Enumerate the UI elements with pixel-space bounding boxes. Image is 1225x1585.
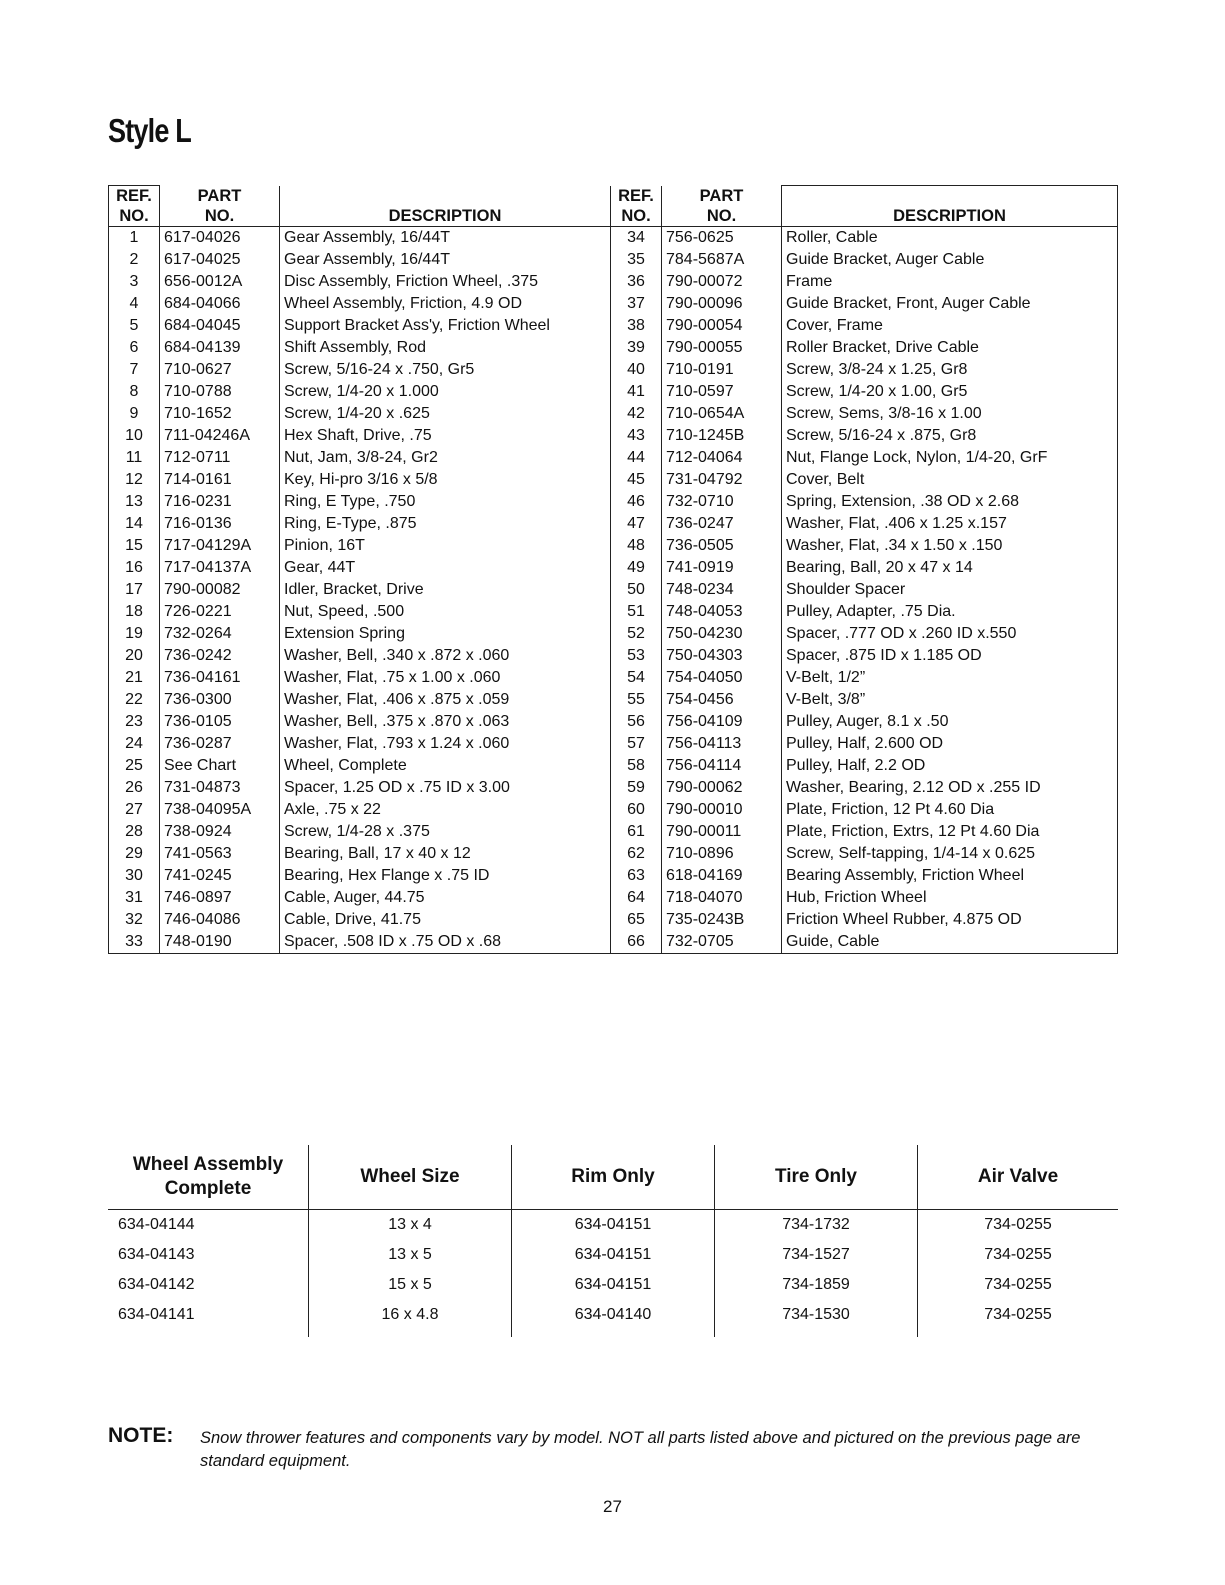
description-cell: Washer, Flat, .75 x 1.00 x .060 bbox=[280, 667, 611, 689]
part-no-cell: 712-0711 bbox=[160, 447, 280, 469]
part-no-cell: 718-04070 bbox=[662, 887, 782, 909]
part-no-cell: 738-04095A bbox=[160, 799, 280, 821]
part-no-cell: 717-04129A bbox=[160, 535, 280, 557]
ref-no-cell: 35 bbox=[611, 249, 662, 271]
description-cell: Roller Bracket, Drive Cable bbox=[782, 337, 1118, 359]
ref-no-cell: 23 bbox=[125, 713, 143, 730]
table-row bbox=[109, 821, 1118, 843]
part-no-cell: 711-04246A bbox=[160, 425, 280, 447]
description-cell: Axle, .75 x 22 bbox=[280, 799, 611, 821]
ref-no-cell: 54 bbox=[611, 667, 662, 689]
description-cell: Frame bbox=[782, 271, 1118, 293]
wheel-assembly-cell: 634-04144 bbox=[118, 1216, 195, 1233]
ref-no-cell: 53 bbox=[611, 645, 662, 667]
ref-no-cell: 45 bbox=[611, 469, 662, 491]
description-cell: Gear, 44T bbox=[280, 557, 611, 579]
description-cell: V-Belt, 3/8” bbox=[782, 689, 1118, 711]
table-row bbox=[109, 623, 1118, 645]
table-row bbox=[109, 931, 1118, 954]
part-no-cell: 736-04161 bbox=[160, 667, 280, 689]
part-no-cell: 750-04230 bbox=[662, 623, 782, 645]
description-cell: Plate, Friction, Extrs, 12 Pt 4.60 Dia bbox=[782, 821, 1118, 843]
ref-no-cell: 28 bbox=[125, 823, 143, 840]
part-no-cell: 748-04053 bbox=[662, 601, 782, 623]
ref-no-cell: 11 bbox=[125, 449, 143, 466]
air-valve-cell: 734-0255 bbox=[918, 1300, 1119, 1337]
table-row bbox=[109, 843, 1118, 865]
table-row bbox=[109, 909, 1118, 931]
ref-no-cell: 32 bbox=[125, 911, 143, 928]
ref-no-cell: 16 bbox=[125, 559, 143, 576]
ref-no-cell: 18 bbox=[125, 603, 143, 620]
ref-no-cell: 62 bbox=[611, 843, 662, 865]
ref-no-cell: 55 bbox=[611, 689, 662, 711]
ref-no-cell: 58 bbox=[611, 755, 662, 777]
wheel-chart-body bbox=[108, 1210, 1118, 1338]
wheel-assembly-cell: 634-04143 bbox=[118, 1246, 195, 1263]
description-cell: Screw, Sems, 3/8-16 x 1.00 bbox=[782, 403, 1118, 425]
description-cell: Washer, Flat, .406 x 1.25 x.157 bbox=[782, 513, 1118, 535]
table-row bbox=[109, 425, 1118, 447]
ref-no-cell: 36 bbox=[611, 271, 662, 293]
part-no-cell: 656-0012A bbox=[160, 271, 280, 293]
parts-table bbox=[108, 185, 1118, 954]
ref-no-cell: 1 bbox=[129, 229, 139, 246]
ref-no-cell: 50 bbox=[611, 579, 662, 601]
description-cell: Key, Hi-pro 3/16 x 5/8 bbox=[280, 469, 611, 491]
wheel-assembly-cell: 634-04141 bbox=[118, 1306, 195, 1323]
table-row bbox=[109, 557, 1118, 579]
description-cell: V-Belt, 1/2” bbox=[782, 667, 1118, 689]
ref-no-cell: 2 bbox=[129, 251, 139, 268]
description-cell: Washer, Flat, .406 x .875 x .059 bbox=[280, 689, 611, 711]
air-valve-cell: 734-0255 bbox=[918, 1270, 1119, 1300]
ref-no-cell: 42 bbox=[611, 403, 662, 425]
description-cell: Screw, 1/4-20 x 1.00, Gr5 bbox=[782, 381, 1118, 403]
description-cell: Bearing, Ball, 17 x 40 x 12 bbox=[280, 843, 611, 865]
part-no-cell: 784-5687A bbox=[662, 249, 782, 271]
table-row bbox=[109, 293, 1118, 315]
ref-no-header: REF. NO. bbox=[611, 186, 662, 227]
ref-no-cell: 61 bbox=[611, 821, 662, 843]
description-cell: Washer, Bearing, 2.12 OD x .255 ID bbox=[782, 777, 1118, 799]
description-cell: Washer, Flat, .793 x 1.24 x .060 bbox=[280, 733, 611, 755]
table-row bbox=[109, 359, 1118, 381]
rim-only-cell: 634-04140 bbox=[512, 1300, 715, 1337]
description-cell: Ring, E Type, .750 bbox=[280, 491, 611, 513]
part-no-cell: 716-0136 bbox=[160, 513, 280, 535]
part-no-cell: 617-04025 bbox=[160, 249, 280, 271]
ref-no-cell: 49 bbox=[611, 557, 662, 579]
part-no-cell: 754-0456 bbox=[662, 689, 782, 711]
table-row bbox=[109, 667, 1118, 689]
ref-no-cell: 22 bbox=[125, 691, 143, 708]
part-no-cell: See Chart bbox=[160, 755, 280, 777]
table-row bbox=[108, 1270, 1118, 1300]
part-no-cell: 684-04139 bbox=[160, 337, 280, 359]
air-valve-header: Air Valve bbox=[918, 1145, 1119, 1210]
description-cell: Bearing, Ball, 20 x 47 x 14 bbox=[782, 557, 1118, 579]
table-row bbox=[109, 535, 1118, 557]
description-cell: Idler, Bracket, Drive bbox=[280, 579, 611, 601]
description-cell: Guide Bracket, Auger Cable bbox=[782, 249, 1118, 271]
table-row bbox=[109, 337, 1118, 359]
ref-no-cell: 5 bbox=[129, 317, 139, 334]
table-row bbox=[109, 403, 1118, 425]
ref-no-cell: 10 bbox=[125, 427, 143, 444]
tire-only-header: Tire Only bbox=[715, 1145, 918, 1210]
part-no-header: PART NO. bbox=[160, 186, 280, 227]
ref-no-cell: 56 bbox=[611, 711, 662, 733]
ref-no-cell: 17 bbox=[125, 581, 143, 598]
wheel-chart-table bbox=[108, 1145, 1118, 1337]
part-no-cell: 710-0597 bbox=[662, 381, 782, 403]
part-no-header: PART NO. bbox=[662, 186, 782, 227]
part-no-cell: 738-0924 bbox=[160, 821, 280, 843]
part-no-cell: 790-00055 bbox=[662, 337, 782, 359]
ref-no-cell: 9 bbox=[129, 405, 139, 422]
description-cell: Extension Spring bbox=[280, 623, 611, 645]
description-cell: Gear Assembly, 16/44T bbox=[280, 227, 611, 250]
description-cell: Screw, 1/4-20 x .625 bbox=[280, 403, 611, 425]
wheel-size-header: Wheel Size bbox=[309, 1145, 512, 1210]
description-cell: Wheel Assembly, Friction, 4.9 OD bbox=[280, 293, 611, 315]
part-no-cell: 731-04792 bbox=[662, 469, 782, 491]
description-header: DESCRIPTION bbox=[280, 186, 611, 227]
ref-no-cell: 38 bbox=[611, 315, 662, 337]
note-text: Snow thrower features and components vary by model. NOT all parts listed above and pictured on the previous page are standard equipment. bbox=[200, 1429, 1081, 1470]
ref-no-cell: 30 bbox=[125, 867, 143, 884]
ref-no-cell: 34 bbox=[611, 227, 662, 250]
wheel-size-cell: 15 x 5 bbox=[309, 1270, 512, 1300]
table-row bbox=[109, 579, 1118, 601]
part-no-cell: 754-04050 bbox=[662, 667, 782, 689]
table-row bbox=[109, 601, 1118, 623]
table-row bbox=[109, 799, 1118, 821]
part-no-cell: 748-0234 bbox=[662, 579, 782, 601]
part-no-cell: 710-0654A bbox=[662, 403, 782, 425]
description-cell: Shoulder Spacer bbox=[782, 579, 1118, 601]
part-no-cell: 756-04113 bbox=[662, 733, 782, 755]
description-cell: Pulley, Adapter, .75 Dia. bbox=[782, 601, 1118, 623]
ref-no-cell: 41 bbox=[611, 381, 662, 403]
parts-table-header bbox=[109, 186, 1118, 227]
description-cell: Guide, Cable bbox=[782, 931, 1118, 954]
ref-no-cell: 21 bbox=[125, 669, 143, 686]
description-cell: Hex Shaft, Drive, .75 bbox=[280, 425, 611, 447]
part-no-cell: 790-00054 bbox=[662, 315, 782, 337]
part-no-cell: 716-0231 bbox=[160, 491, 280, 513]
description-cell: Washer, Bell, .375 x .870 x .063 bbox=[280, 711, 611, 733]
description-cell: Nut, Jam, 3/8-24, Gr2 bbox=[280, 447, 611, 469]
description-cell: Cable, Drive, 41.75 bbox=[280, 909, 611, 931]
ref-no-cell: 3 bbox=[129, 273, 139, 290]
tire-only-cell: 734-1732 bbox=[715, 1210, 918, 1241]
ref-no-cell: 27 bbox=[125, 801, 143, 818]
part-no-cell: 790-00072 bbox=[662, 271, 782, 293]
ref-no-cell: 63 bbox=[611, 865, 662, 887]
part-no-cell: 732-0710 bbox=[662, 491, 782, 513]
part-no-cell: 684-04066 bbox=[160, 293, 280, 315]
ref-no-cell: 60 bbox=[611, 799, 662, 821]
part-no-cell: 736-0287 bbox=[160, 733, 280, 755]
ref-no-cell: 64 bbox=[611, 887, 662, 909]
description-cell: Washer, Flat, .34 x 1.50 x .150 bbox=[782, 535, 1118, 557]
part-no-cell: 714-0161 bbox=[160, 469, 280, 491]
description-cell: Screw, 1/4-28 x .375 bbox=[280, 821, 611, 843]
description-cell: Plate, Friction, 12 Pt 4.60 Dia bbox=[782, 799, 1118, 821]
ref-no-cell: 25 bbox=[125, 757, 143, 774]
description-cell: Disc Assembly, Friction Wheel, .375 bbox=[280, 271, 611, 293]
ref-no-cell: 52 bbox=[611, 623, 662, 645]
description-cell: Screw, 5/16-24 x .875, Gr8 bbox=[782, 425, 1118, 447]
ref-no-cell: 8 bbox=[129, 383, 139, 400]
ref-no-cell: 26 bbox=[125, 779, 143, 796]
description-cell: Washer, Bell, .340 x .872 x .060 bbox=[280, 645, 611, 667]
description-cell: Ring, E-Type, .875 bbox=[280, 513, 611, 535]
ref-no-cell: 51 bbox=[611, 601, 662, 623]
description-header: DESCRIPTION bbox=[782, 186, 1118, 227]
description-cell: Spring, Extension, .38 OD x 2.68 bbox=[782, 491, 1118, 513]
part-no-cell: 710-1245B bbox=[662, 425, 782, 447]
ref-no-cell: 65 bbox=[611, 909, 662, 931]
part-no-cell: 712-04064 bbox=[662, 447, 782, 469]
table-row bbox=[109, 381, 1118, 403]
rim-only-header: Rim Only bbox=[512, 1145, 715, 1210]
rim-only-cell: 634-04151 bbox=[512, 1210, 715, 1241]
table-row bbox=[109, 491, 1118, 513]
parts-table-body bbox=[109, 227, 1118, 954]
part-no-cell: 746-04086 bbox=[160, 909, 280, 931]
ref-no-cell: 13 bbox=[125, 493, 143, 510]
ref-no-cell: 12 bbox=[125, 471, 143, 488]
table-row bbox=[108, 1300, 1118, 1337]
note-label: NOTE: bbox=[108, 1424, 174, 1447]
description-cell: Pulley, Auger, 8.1 x .50 bbox=[782, 711, 1118, 733]
description-cell: Cover, Frame bbox=[782, 315, 1118, 337]
part-no-cell: 756-0625 bbox=[662, 227, 782, 250]
ref-no-cell: 33 bbox=[125, 933, 143, 950]
ref-no-cell: 57 bbox=[611, 733, 662, 755]
ref-no-cell: 40 bbox=[611, 359, 662, 381]
part-no-cell: 710-0896 bbox=[662, 843, 782, 865]
description-cell: Cover, Belt bbox=[782, 469, 1118, 491]
rim-only-cell: 634-04151 bbox=[512, 1270, 715, 1300]
description-cell: Screw, 5/16-24 x .750, Gr5 bbox=[280, 359, 611, 381]
ref-no-cell: 7 bbox=[129, 361, 139, 378]
part-no-cell: 748-0190 bbox=[160, 931, 280, 954]
part-no-cell: 756-04114 bbox=[662, 755, 782, 777]
part-no-cell: 736-0105 bbox=[160, 711, 280, 733]
wheel-assembly-cell: 634-04142 bbox=[118, 1276, 195, 1293]
part-no-cell: 717-04137A bbox=[160, 557, 280, 579]
table-row bbox=[109, 645, 1118, 667]
ref-no-cell: 24 bbox=[125, 735, 143, 752]
part-no-cell: 736-0247 bbox=[662, 513, 782, 535]
description-cell: Nut, Flange Lock, Nylon, 1/4-20, GrF bbox=[782, 447, 1118, 469]
ref-no-cell: 6 bbox=[129, 339, 139, 356]
part-no-cell: 726-0221 bbox=[160, 601, 280, 623]
description-cell: Bearing, Hex Flange x .75 ID bbox=[280, 865, 611, 887]
part-no-cell: 710-0788 bbox=[160, 381, 280, 403]
part-no-cell: 790-00082 bbox=[160, 579, 280, 601]
table-row bbox=[109, 315, 1118, 337]
wheel-chart-header bbox=[108, 1145, 1118, 1210]
ref-no-cell: 44 bbox=[611, 447, 662, 469]
table-row bbox=[109, 249, 1118, 271]
wheel-assembly-header: Wheel Assembly Complete bbox=[108, 1145, 309, 1210]
table-row bbox=[109, 865, 1118, 887]
part-no-cell: 735-0243B bbox=[662, 909, 782, 931]
part-no-cell: 790-00010 bbox=[662, 799, 782, 821]
part-no-cell: 710-1652 bbox=[160, 403, 280, 425]
part-no-cell: 732-0705 bbox=[662, 931, 782, 954]
description-cell: Bearing Assembly, Friction Wheel bbox=[782, 865, 1118, 887]
description-cell: Guide Bracket, Front, Auger Cable bbox=[782, 293, 1118, 315]
air-valve-cell: 734-0255 bbox=[918, 1210, 1119, 1241]
part-no-cell: 710-0627 bbox=[160, 359, 280, 381]
part-no-cell: 756-04109 bbox=[662, 711, 782, 733]
table-row bbox=[109, 513, 1118, 535]
page-number: 27 bbox=[603, 1497, 622, 1516]
part-no-cell: 790-00062 bbox=[662, 777, 782, 799]
description-cell: Roller, Cable bbox=[782, 227, 1118, 250]
part-no-cell: 732-0264 bbox=[160, 623, 280, 645]
ref-no-cell: 43 bbox=[611, 425, 662, 447]
description-cell: Nut, Speed, .500 bbox=[280, 601, 611, 623]
ref-no-cell: 37 bbox=[611, 293, 662, 315]
table-row bbox=[109, 271, 1118, 293]
ref-no-cell: 20 bbox=[125, 647, 143, 664]
table-row bbox=[109, 469, 1118, 491]
part-no-cell: 790-00096 bbox=[662, 293, 782, 315]
description-cell: Cable, Auger, 44.75 bbox=[280, 887, 611, 909]
description-cell: Screw, 3/8-24 x 1.25, Gr8 bbox=[782, 359, 1118, 381]
description-cell: Wheel, Complete bbox=[280, 755, 611, 777]
tire-only-cell: 734-1530 bbox=[715, 1300, 918, 1337]
part-no-cell: 741-0245 bbox=[160, 865, 280, 887]
table-row bbox=[108, 1210, 1118, 1241]
description-cell: Spacer, 1.25 OD x .75 ID x 3.00 bbox=[280, 777, 611, 799]
ref-no-cell: 15 bbox=[125, 537, 143, 554]
part-no-cell: 736-0242 bbox=[160, 645, 280, 667]
part-no-cell: 731-04873 bbox=[160, 777, 280, 799]
ref-no-cell: 29 bbox=[125, 845, 143, 862]
part-no-cell: 710-0191 bbox=[662, 359, 782, 381]
ref-no-cell: 19 bbox=[125, 625, 143, 642]
wheel-size-cell: 16 x 4.8 bbox=[309, 1300, 512, 1337]
part-no-cell: 790-00011 bbox=[662, 821, 782, 843]
description-cell: Pulley, Half, 2.600 OD bbox=[782, 733, 1118, 755]
page-title: Style L bbox=[108, 112, 191, 149]
rim-only-cell: 634-04151 bbox=[512, 1240, 715, 1270]
table-row bbox=[109, 711, 1118, 733]
description-cell: Pinion, 16T bbox=[280, 535, 611, 557]
part-no-cell: 617-04026 bbox=[160, 227, 280, 250]
part-no-cell: 750-04303 bbox=[662, 645, 782, 667]
air-valve-cell: 734-0255 bbox=[918, 1240, 1119, 1270]
table-row bbox=[109, 689, 1118, 711]
table-row bbox=[109, 887, 1118, 909]
table-row bbox=[109, 227, 1118, 250]
wheel-size-cell: 13 x 4 bbox=[309, 1210, 512, 1241]
table-row bbox=[109, 733, 1118, 755]
description-cell: Friction Wheel Rubber, 4.875 OD bbox=[782, 909, 1118, 931]
ref-no-cell: 39 bbox=[611, 337, 662, 359]
table-row bbox=[109, 755, 1118, 777]
part-no-cell: 746-0897 bbox=[160, 887, 280, 909]
ref-no-header: REF. NO. bbox=[109, 186, 160, 227]
ref-no-cell: 47 bbox=[611, 513, 662, 535]
part-no-cell: 736-0300 bbox=[160, 689, 280, 711]
ref-no-cell: 14 bbox=[125, 515, 143, 532]
description-cell: Screw, 1/4-20 x 1.000 bbox=[280, 381, 611, 403]
part-no-cell: 741-0919 bbox=[662, 557, 782, 579]
description-cell: Hub, Friction Wheel bbox=[782, 887, 1118, 909]
description-cell: Support Bracket Ass'y, Friction Wheel bbox=[280, 315, 611, 337]
wheel-size-cell: 13 x 5 bbox=[309, 1240, 512, 1270]
ref-no-cell: 31 bbox=[125, 889, 143, 906]
part-no-cell: 736-0505 bbox=[662, 535, 782, 557]
part-no-cell: 741-0563 bbox=[160, 843, 280, 865]
table-row bbox=[109, 447, 1118, 469]
ref-no-cell: 48 bbox=[611, 535, 662, 557]
description-cell: Spacer, .777 OD x .260 ID x.550 bbox=[782, 623, 1118, 645]
description-cell: Spacer, .508 ID x .75 OD x .68 bbox=[280, 931, 611, 954]
description-cell: Pulley, Half, 2.2 OD bbox=[782, 755, 1118, 777]
description-cell: Gear Assembly, 16/44T bbox=[280, 249, 611, 271]
tire-only-cell: 734-1527 bbox=[715, 1240, 918, 1270]
part-no-cell: 684-04045 bbox=[160, 315, 280, 337]
description-cell: Shift Assembly, Rod bbox=[280, 337, 611, 359]
ref-no-cell: 66 bbox=[611, 931, 662, 954]
tire-only-cell: 734-1859 bbox=[715, 1270, 918, 1300]
table-row bbox=[109, 777, 1118, 799]
table-row bbox=[108, 1240, 1118, 1270]
part-no-cell: 618-04169 bbox=[662, 865, 782, 887]
ref-no-cell: 4 bbox=[129, 295, 139, 312]
ref-no-cell: 46 bbox=[611, 491, 662, 513]
description-cell: Screw, Self-tapping, 1/4-14 x 0.625 bbox=[782, 843, 1118, 865]
description-cell: Spacer, .875 ID x 1.185 OD bbox=[782, 645, 1118, 667]
ref-no-cell: 59 bbox=[611, 777, 662, 799]
